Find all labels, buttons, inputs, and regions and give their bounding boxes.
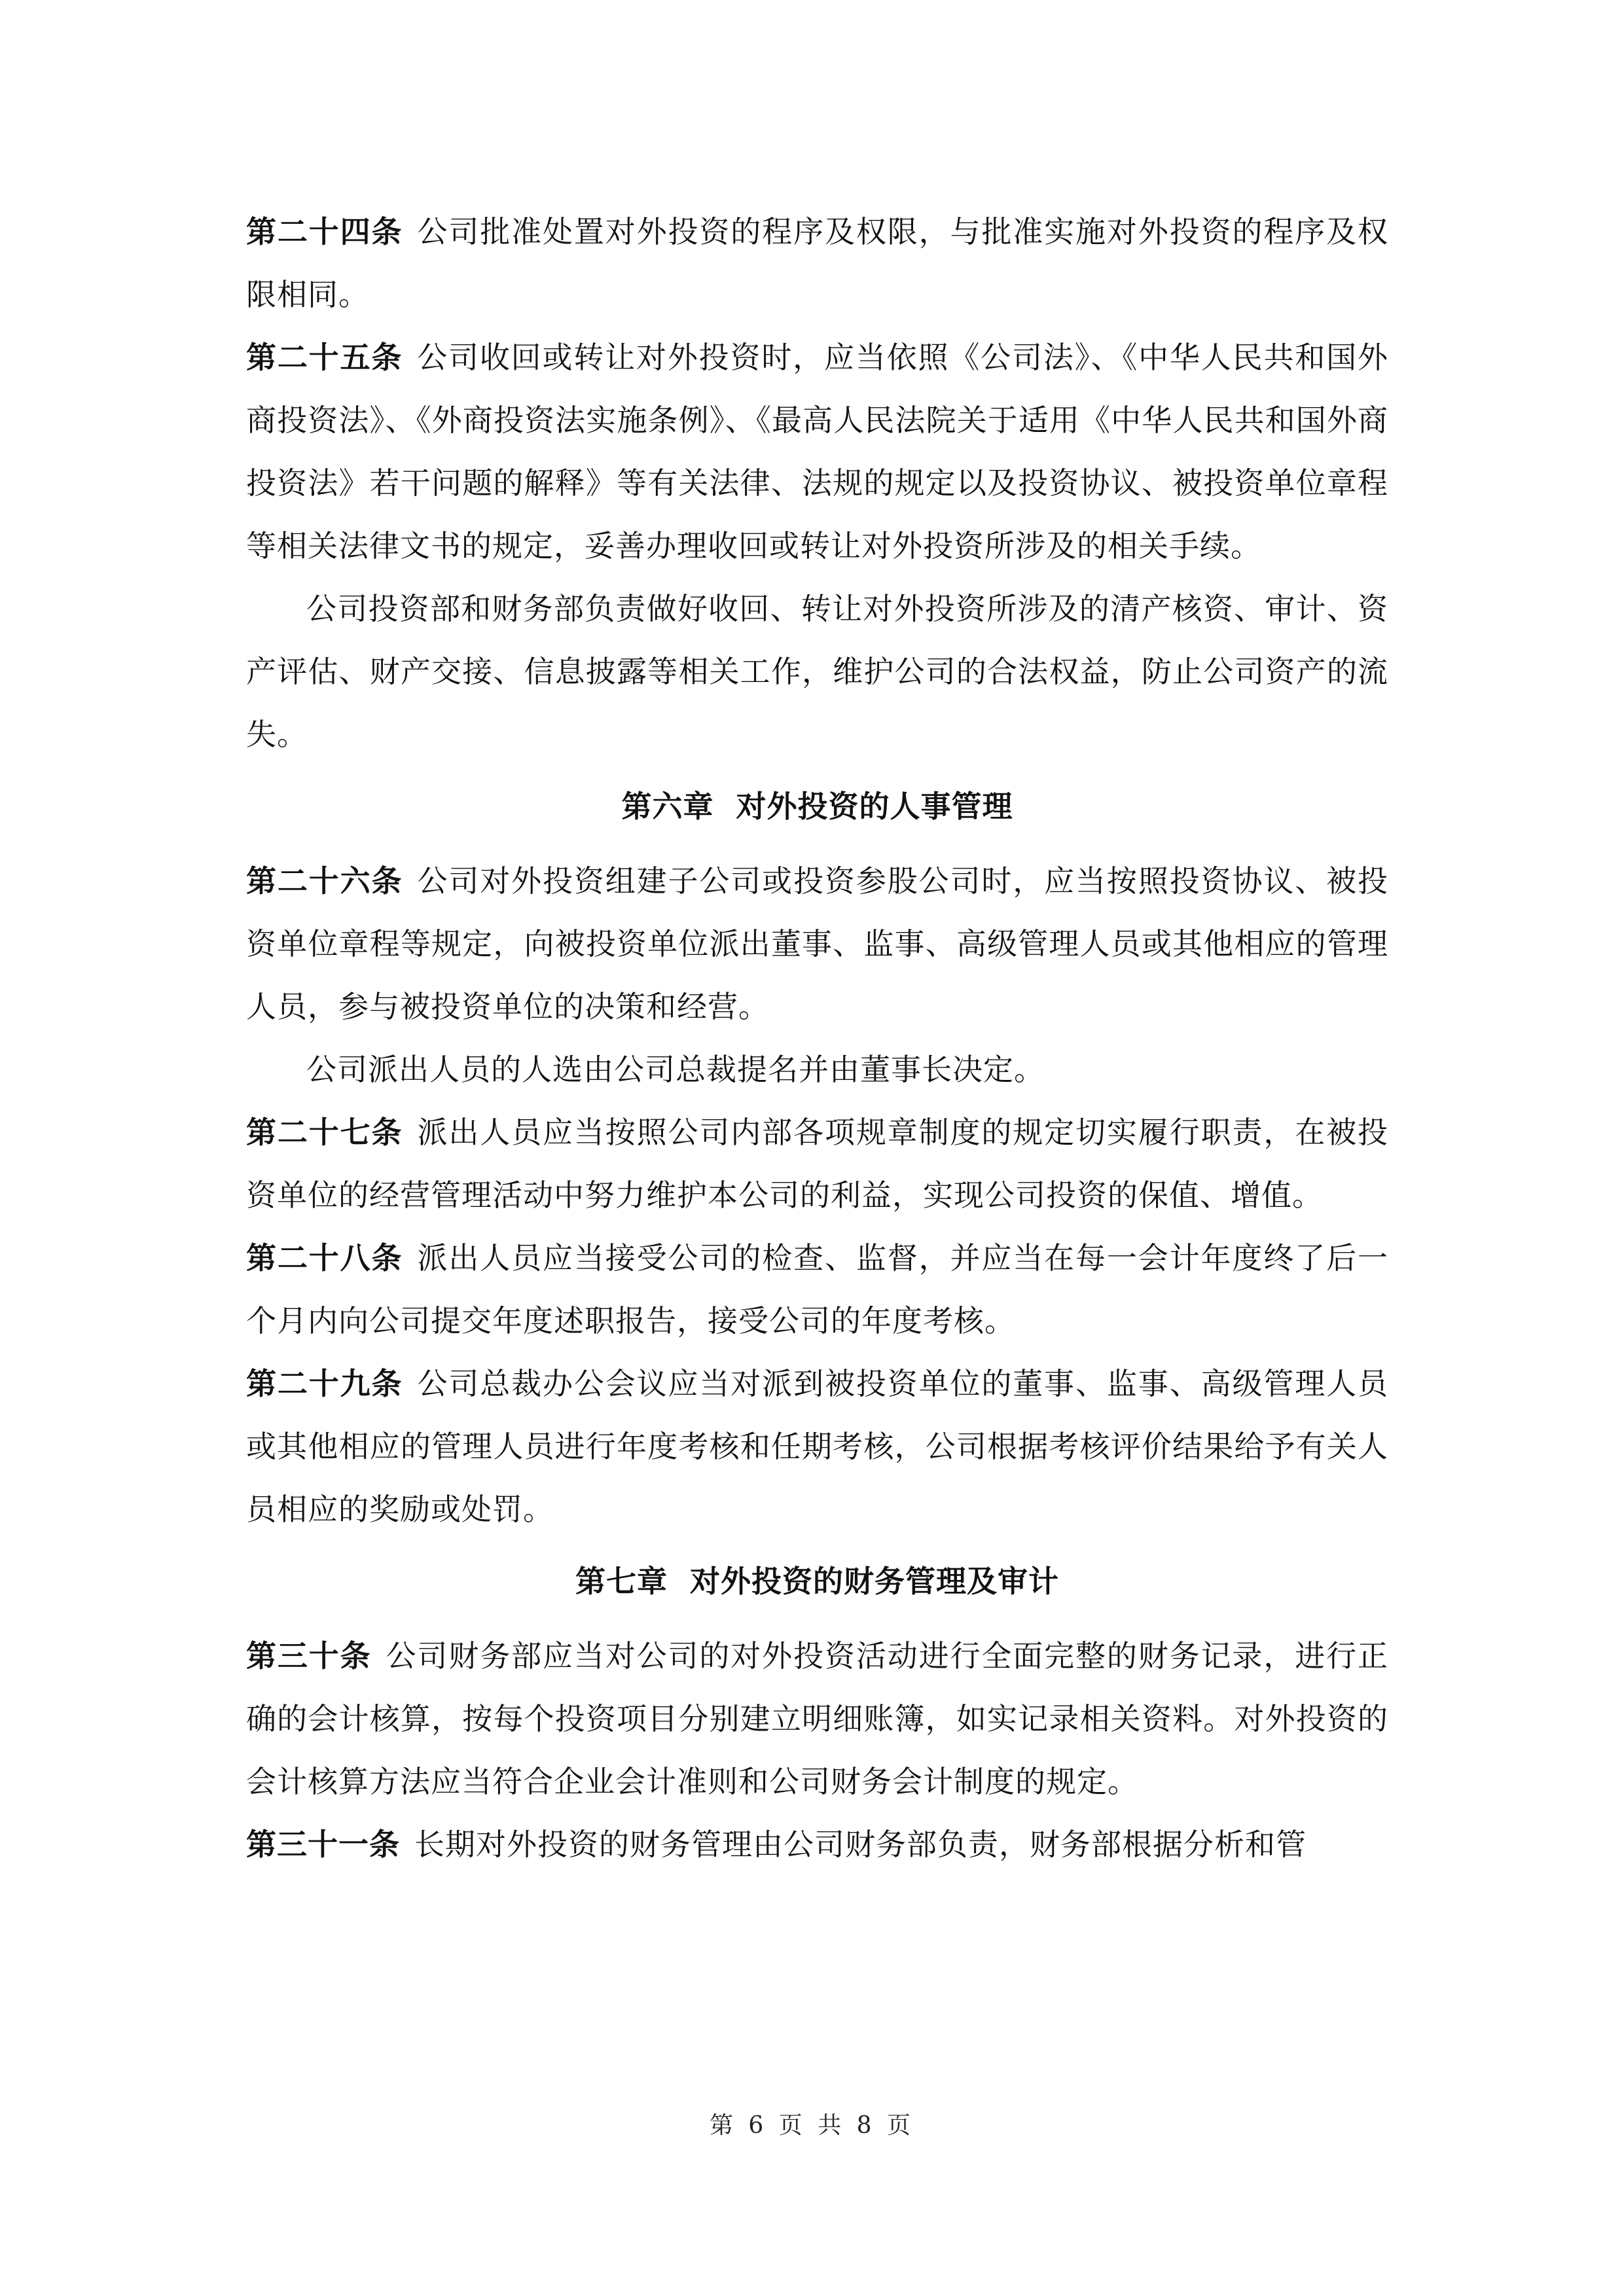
article-26-paragraph-2 [246, 1038, 1388, 1101]
article-text: 公司收回或转让对外投资时，应当依照《公司法》、《中华人民共和国外商投资法》、《外商投资法实施条例》、《最高人民法院关于适用《中华人民共和国外商投资法》若干问题的解释》等有关法律、法规的规定以及投资协议、被投资单位章程等相关法律文书的规定，妥善办理收回或转让对外投资所涉及的相关手续。 [246, 340, 1389, 564]
article-29 [246, 1352, 1388, 1541]
chapter-6-heading: 第六章 对外投资的人事管理 [621, 789, 1013, 824]
article-number: 第三十一条 [246, 1827, 400, 1862]
article-number: 第二十九条 [246, 1366, 403, 1401]
article-text: 长期对外投资的财务管理由公司财务部负责，财务部根据分析和管 [414, 1827, 1307, 1862]
article-number: 第二十七条 [246, 1115, 403, 1150]
article-28 [246, 1227, 1388, 1352]
article-number: 第二十五条 [246, 340, 403, 375]
article-text: 公司总裁办公会议应当对派到被投资单位的董事、监事、高级管理人员或其他相应的管理人员进行年度考核和任期考核，公司根据考核评价结果给予有关人员相应的奖励或处罚。 [246, 1366, 1389, 1527]
article-26 [246, 850, 1388, 1038]
article-25 [246, 326, 1388, 577]
article-30 [246, 1624, 1388, 1813]
page-number-footer: 第 6 页 共 8 页 [709, 2112, 915, 2139]
document-body [246, 200, 1388, 1876]
article-number: 第二十八条 [246, 1240, 403, 1276]
article-27 [246, 1101, 1388, 1227]
article-text: 派出人员应当按照公司内部各项规章制度的规定切实履行职责，在被投资单位的经营管理活动中努力维护本公司的利益，实现公司投资的保值、增值。 [246, 1115, 1389, 1213]
article-text: 公司财务部应当对公司的对外投资活动进行全面完整的财务记录，进行正确的会计核算，按每个投资项目分别建立明细账簿，如实记录相关资料。对外投资的会计核算方法应当符合企业会计准则和公司财务会计制度的规定。 [246, 1638, 1389, 1799]
article-text: 派出人员应当接受公司的检查、监督，并应当在每一会计年度终了后一个月内向公司提交年度述职报告，接受公司的年度考核。 [246, 1240, 1389, 1338]
paragraph-text: 公司派出人员的人选由公司总裁提名并由董事长决定。 [306, 1052, 1045, 1087]
article-25-paragraph-2 [246, 577, 1388, 766]
article-text: 公司批准处置对外投资的程序及权限，与批准实施对外投资的程序及权限相同。 [246, 214, 1389, 312]
paragraph-text: 公司投资部和财务部负责做好收回、转让对外投资所涉及的清产核资、审计、资产评估、财产交接、信息披露等相关工作，维护公司的合法权益，防止公司资产的流失。 [246, 591, 1388, 752]
article-24 [246, 200, 1388, 326]
article-text: 公司对外投资组建子公司或投资参股公司时，应当按照投资协议、被投资单位章程等规定，向被投资单位派出董事、监事、高级管理人员或其他相应的管理人员，参与被投资单位的决策和经营。 [246, 863, 1389, 1024]
chapter-7-heading: 第七章 对外投资的财务管理及审计 [575, 1564, 1060, 1599]
article-number: 第二十六条 [246, 863, 403, 899]
article-31 [246, 1813, 1388, 1876]
article-number: 第二十四条 [246, 214, 403, 249]
article-number: 第三十条 [246, 1638, 372, 1674]
